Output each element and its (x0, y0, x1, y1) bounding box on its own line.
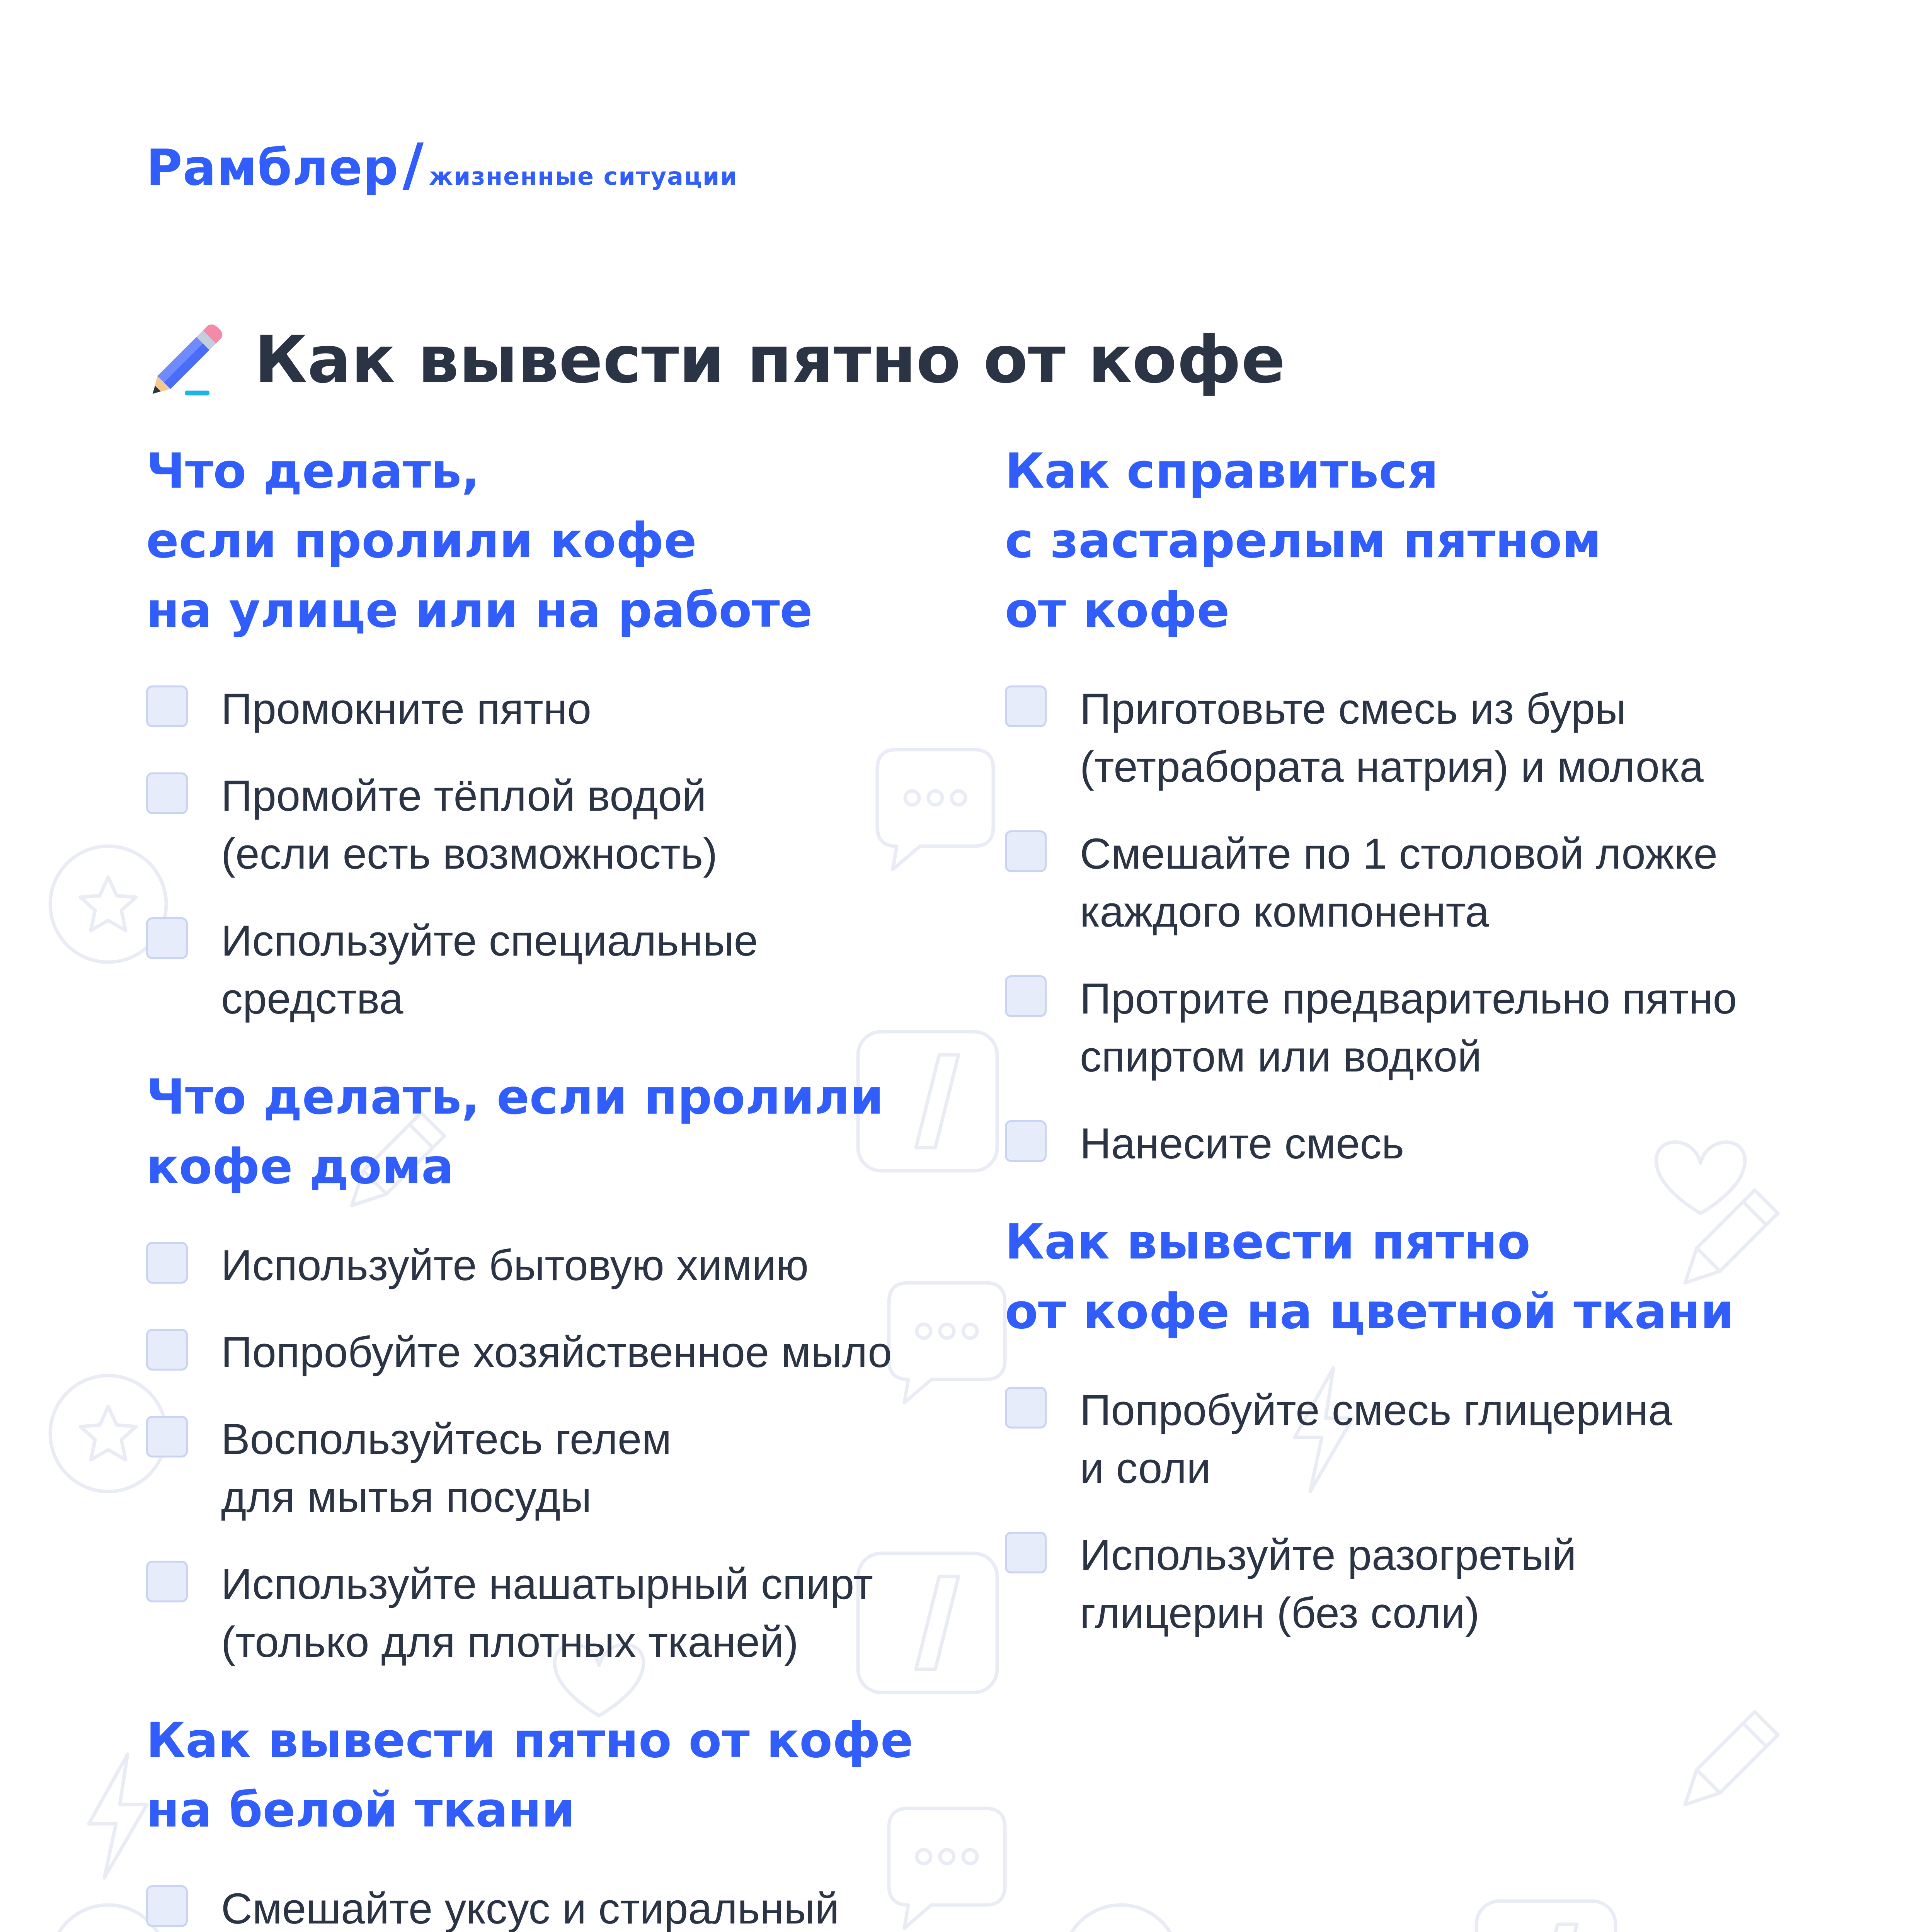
checkbox[interactable] (146, 1416, 188, 1458)
checklist-item (146, 1236, 989, 1294)
checkbox[interactable] (146, 1885, 188, 1927)
section-spilled-outside (146, 437, 989, 1028)
checklist-item (146, 1323, 989, 1381)
checkbox[interactable] (146, 685, 188, 727)
checklist-item (146, 1555, 989, 1671)
right-column (1005, 437, 1855, 1677)
checklist-item (1005, 1381, 1855, 1497)
checkbox[interactable] (146, 917, 188, 959)
checklist-item (146, 1880, 989, 1932)
item-label: Смешайте уксус и стиральный (221, 1884, 839, 1932)
checkbox[interactable] (146, 772, 188, 814)
brand-subtitle: жизненные ситуации (429, 162, 738, 190)
item-label: Промойте тёплой водой (если есть возможность) (221, 772, 718, 878)
checkbox[interactable] (1005, 975, 1047, 1017)
checklist-item (146, 680, 989, 738)
pencil-icon (146, 319, 227, 400)
checklist-item (1005, 825, 1855, 941)
section-white-fabric (146, 1706, 989, 1932)
left-column (146, 437, 989, 1932)
checkbox[interactable] (1005, 1532, 1047, 1573)
checklist-item (146, 767, 989, 883)
item-label: Попробуйте смесь глицерина и соли (1080, 1386, 1672, 1492)
checkbox[interactable] (146, 1561, 188, 1602)
item-label: Используйте разогретый глицерин (без соли) (1080, 1531, 1577, 1637)
checklist-item (146, 1410, 989, 1526)
page-title: Как вывести пятно от кофе (254, 321, 1285, 398)
section-title: Как вывести пятно от кофе на цветной ткани (1005, 1214, 1735, 1340)
checklist (1005, 1381, 1855, 1642)
item-label: Приготовьте смесь из буры (тетрабората натрия) и молока (1080, 685, 1704, 791)
checklist (146, 1236, 989, 1671)
brand-logo[interactable] (146, 131, 738, 199)
item-label: Используйте специальные средства (221, 917, 758, 1023)
checkbox[interactable] (146, 1242, 188, 1284)
checkbox[interactable] (146, 1329, 188, 1371)
brand-name: Рамблер (146, 139, 399, 197)
checklist (1005, 680, 1855, 1173)
checklist-item (1005, 970, 1855, 1086)
item-label: Протрите предварительно пятно спиртом или водкой (1080, 975, 1737, 1081)
checkbox[interactable] (1005, 1387, 1047, 1429)
checklist-item (1005, 1115, 1855, 1173)
section-title: Что делать, если пролили кофе на улице или на работе (146, 443, 813, 638)
item-label: Промокните пятно (221, 685, 591, 733)
section-old-stain (1005, 437, 1855, 1173)
section-spilled-at-home (146, 1063, 989, 1671)
checklist-item (1005, 680, 1855, 796)
item-label: Нанесите смесь (1080, 1119, 1404, 1168)
checkbox[interactable] (1005, 830, 1047, 872)
checkbox[interactable] (1005, 1120, 1047, 1162)
section-colored-fabric (1005, 1208, 1855, 1642)
checklist-item (1005, 1526, 1855, 1642)
item-label: Используйте нашатырный спирт (только для плотных тканей) (221, 1560, 873, 1666)
section-title: Как вывести пятно от кофе на белой ткани (146, 1713, 913, 1838)
item-label: Смешайте по 1 столовой ложке каждого компонента (1080, 830, 1718, 936)
section-title: Как справиться с застарелым пятном от кофе (1005, 443, 1602, 638)
checklist (146, 1880, 989, 1932)
section-title: Что делать, если пролили кофе дома (146, 1069, 884, 1195)
item-label: Воспользуйтесь гелем для мытья посуды (221, 1415, 672, 1521)
title-row (146, 278, 1285, 441)
checklist-item (146, 912, 989, 1028)
checklist (146, 680, 989, 1028)
item-label: Используйте бытовую химию (221, 1241, 809, 1289)
brand-slash: / (402, 131, 424, 199)
checkbox[interactable] (1005, 685, 1047, 727)
item-label: Попробуйте хозяйственное мыло (221, 1328, 892, 1376)
